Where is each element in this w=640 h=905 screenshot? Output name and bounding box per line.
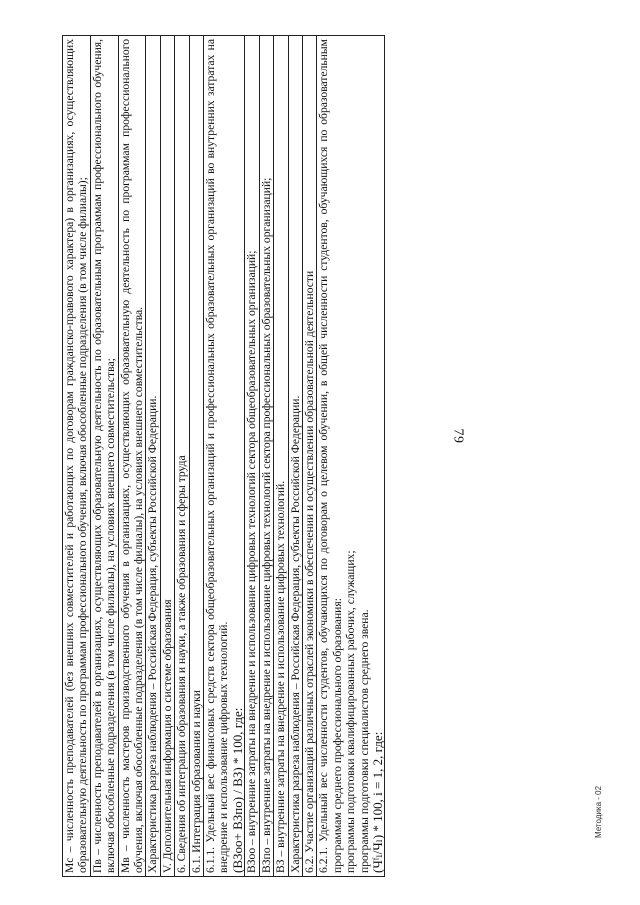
table-cell: ВЗоо – внутренние затраты на внедрение и использование цифровых технологий сектора общеобразовательных организаций; bbox=[245, 36, 259, 877]
indicator-title: 6.2.1. Удельный вес численности студентов, обучающихся по договорам о целевом обучении, в общей численности студентов, обучающихся по образовательным программам среднего профессионального образования: bbox=[317, 39, 344, 873]
formula: (Чᶠₗ/Чₗ) * 100, i = 1, 2, где: bbox=[369, 731, 385, 873]
subsection-heading: 6.2. Участие организаций различных отраслей экономики в обеспечении и осуществлении образовательной деятельности bbox=[302, 36, 316, 877]
table-row bbox=[90, 36, 118, 877]
table-cell: Характеристика разреза наблюдения – Российская Федерация, субъекты Российской Федерации. bbox=[288, 36, 302, 877]
table-row bbox=[317, 36, 385, 877]
indicator-title: 6.1.1. Удельный вес финансовых средств сектора общеобразовательных организаций и профессиональных образовательных организаций во внутренних затратах на внедрение и использование цифровых технологий. bbox=[204, 39, 231, 873]
section-heading: V. Дополнительная информация о системе образования bbox=[160, 36, 174, 877]
formula: (ВЗоо+ ВЗпо) / ВЗ) * 100, где: bbox=[229, 707, 245, 873]
table-row bbox=[146, 36, 160, 877]
table-row bbox=[118, 36, 146, 877]
page-number: 79 bbox=[450, 428, 466, 444]
table-row bbox=[259, 36, 273, 877]
table-row bbox=[274, 36, 288, 877]
table-row bbox=[160, 36, 174, 877]
table-row bbox=[204, 36, 245, 877]
table-row bbox=[302, 36, 316, 877]
list-item: программы подготовки квалифицированных рабочих, служащих; bbox=[344, 550, 358, 873]
list-item: программы подготовки специалистов среднего звена. bbox=[357, 609, 371, 873]
subsection-heading: 6. Сведения об интеграции образования и науки, а также образования и сферы труда bbox=[175, 36, 189, 877]
subsection-heading: 6.1. Интеграция образования и науки bbox=[189, 36, 203, 877]
table-cell: Характеристика разреза наблюдения – Российская Федерация, субъекты Российской Федерации. bbox=[146, 36, 160, 877]
rotated-table-container bbox=[62, 35, 500, 877]
table-cell: ВЗпо – внутренние затраты на внедрение и использование цифровых технологий сектора профессиональных образовательных организаций; bbox=[259, 36, 273, 877]
indicator-cell bbox=[204, 36, 245, 877]
table-cell: Мв – численность мастеров производственного обучения в организациях, осуществляющих образовательную деятельность по программам профессионального обучения, включая обособленные подразделения (в том числе филиалы), на условиях внешнего совместительства. bbox=[118, 36, 146, 877]
indicator-table bbox=[62, 35, 385, 877]
table-cell: Мс – численность преподавателей (без внешних совместителей и работающих по договорам гражданско-правового характера) в организациях, осуществляющих образовательную деятельность по программам профессионального обучения, включая обособленные подразделения (в том числе филиалы); bbox=[63, 36, 91, 877]
table-row bbox=[175, 36, 189, 877]
table-row bbox=[189, 36, 203, 877]
table-row bbox=[63, 36, 91, 877]
table-cell: Пв – численность преподавателей в организациях, осуществляющих образовательную деятельность по образовательным программам профессионального обучения, включая обособленные подразделения (в том числе филиалы), на условиях внешнего совместительства; bbox=[90, 36, 118, 877]
indicator-cell bbox=[317, 36, 385, 877]
table-row bbox=[288, 36, 302, 877]
table-row bbox=[245, 36, 259, 877]
footer-code: Методика - 02 bbox=[594, 785, 603, 838]
table-cell: ВЗ – внутренние затраты на внедрение и использование цифровых технологий. bbox=[274, 36, 288, 877]
